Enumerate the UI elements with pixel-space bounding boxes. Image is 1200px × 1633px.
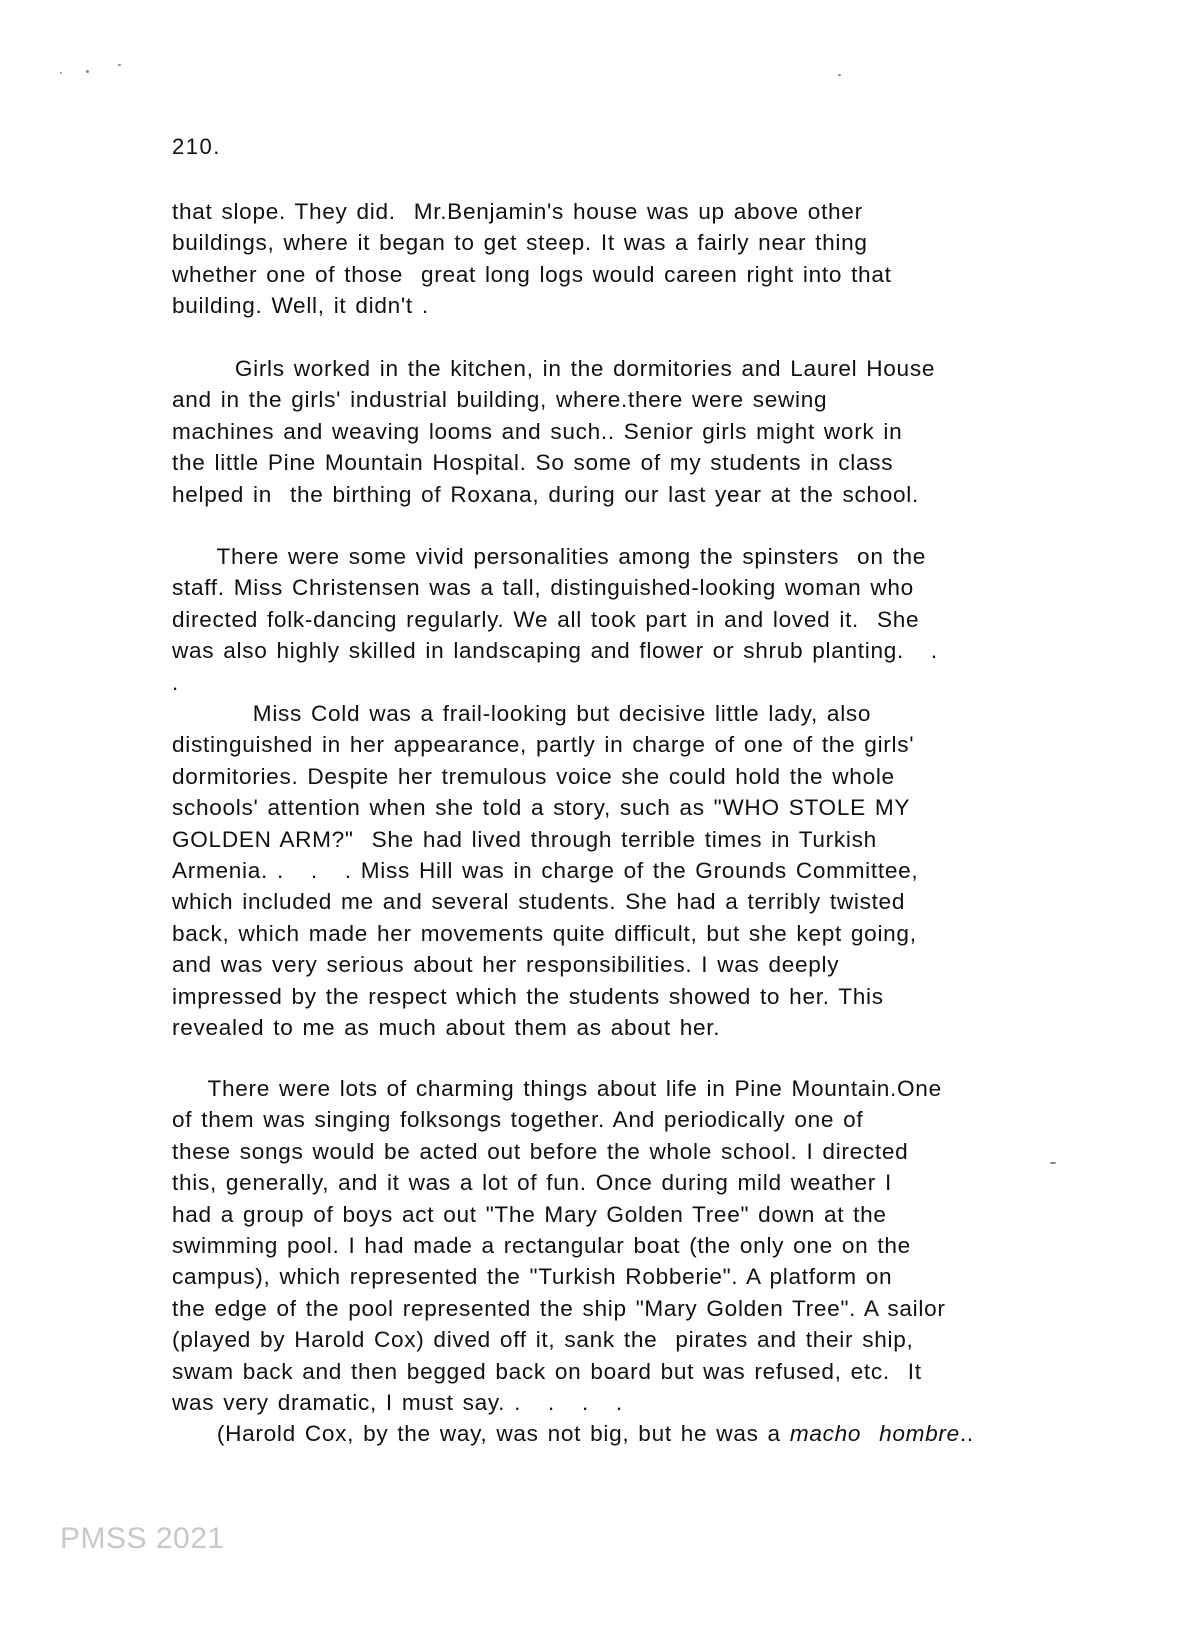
text-line: Armenia. . . . Miss Hill was in charge of the Grounds Committee, — [172, 858, 919, 884]
text-line: GOLDEN ARM?" She had lived through terrible times in Turkish — [172, 826, 877, 852]
paragraph — [172, 353, 1072, 510]
archive-watermark: PMSS 2021 — [60, 1522, 225, 1555]
text-line: swam back and then begged back on board but was refused, etc. It — [172, 1358, 922, 1384]
text-line: . — [172, 669, 179, 695]
text-line: impressed by the respect which the students showed to her. This — [172, 983, 884, 1009]
text-segment: .. — [959, 1421, 974, 1447]
paragraph — [172, 698, 1072, 1043]
text-line: revealed to me as much about them as about her. — [172, 1015, 721, 1041]
text-line: helped in the birthing of Roxana, during our last year at the school. — [172, 481, 919, 507]
text-line: buildings, where it began to get steep. It was a fairly near thing — [172, 230, 868, 256]
text-line: and was very serious about her responsibilities. I was deeply — [172, 952, 840, 978]
text-line: of them was singing folksongs together. And periodically one of — [172, 1107, 864, 1133]
text-line: campus), which represented the "Turkish Robberie". A platform on — [172, 1264, 893, 1290]
scan-speck — [86, 70, 89, 73]
text-line: had a group of boys act out "The Mary Golden Tree" down at the — [172, 1201, 887, 1227]
text-line-final — [172, 1418, 1072, 1449]
text-line: was also highly skilled in landscaping and flower or shrub planting. . — [172, 638, 938, 664]
text-line: Girls worked in the kitchen, in the dormitories and Laurel House — [172, 356, 936, 381]
text-line: these songs would be acted out before the whole school. I directed — [172, 1138, 909, 1164]
text-line: Miss Cold was a frail-looking but decisive little lady, also — [172, 701, 872, 726]
text-line: There were some vivid personalities among the spinsters on the — [172, 544, 927, 569]
text-line: dormitories. Despite her tremulous voice she could hold the whole — [172, 763, 895, 789]
text-line: and in the girls' industrial building, where.there were sewing — [172, 387, 828, 413]
text-line: back, which made her movements quite difficult, but she kept going, — [172, 920, 917, 946]
text-segment: (Harold Cox, by the way, was not big, but he was a — [172, 1421, 790, 1447]
paragraph — [172, 541, 1072, 698]
italic-emphasis: macho hombre — [789, 1421, 960, 1447]
text-line: (played by Harold Cox) dived off it, sank the pirates and their ship, — [172, 1327, 914, 1353]
text-line: staff. Miss Christensen was a tall, distinguished-looking woman who — [172, 575, 914, 601]
text-line: the little Pine Mountain Hospital. So some of my students in class — [172, 450, 894, 476]
scan-speck — [838, 74, 841, 76]
text-line: schools' attention when she told a story, such as "WHO STOLE MY — [172, 795, 911, 821]
text-line: directed folk-dancing regularly. We all took part in and loved it. She — [172, 606, 920, 632]
text-line: building. Well, it didn't . — [172, 293, 429, 319]
text-line: machines and weaving looms and such.. Senior girls might work in — [172, 418, 903, 444]
paragraph — [172, 196, 1072, 322]
text-line: swimming pool. I had made a rectangular boat (the only one on the — [172, 1233, 911, 1259]
page-number: 210. — [172, 134, 221, 159]
text-line: the edge of the pool represented the ship "Mary Golden Tree". A sailor — [172, 1295, 946, 1321]
text-line: which included me and several students. She had a terribly twisted — [172, 889, 906, 915]
text-line: was very dramatic, I must say. . . . . — [172, 1390, 623, 1416]
scan-speck — [60, 72, 62, 74]
text-line: distinguished in her appearance, partly in charge of one of the girls' — [172, 732, 915, 758]
text-line: There were lots of charming things about life in Pine Mountain.One — [172, 1076, 942, 1101]
paragraph — [172, 1073, 1072, 1450]
text-line: whether one of those great long logs would careen right into that — [172, 261, 892, 287]
text-line: that slope. They did. Mr.Benjamin's house was up above other — [172, 199, 863, 224]
text-line: this, generally, and it was a lot of fun. Once during mild weather I — [172, 1170, 892, 1196]
scan-speck — [118, 64, 121, 66]
